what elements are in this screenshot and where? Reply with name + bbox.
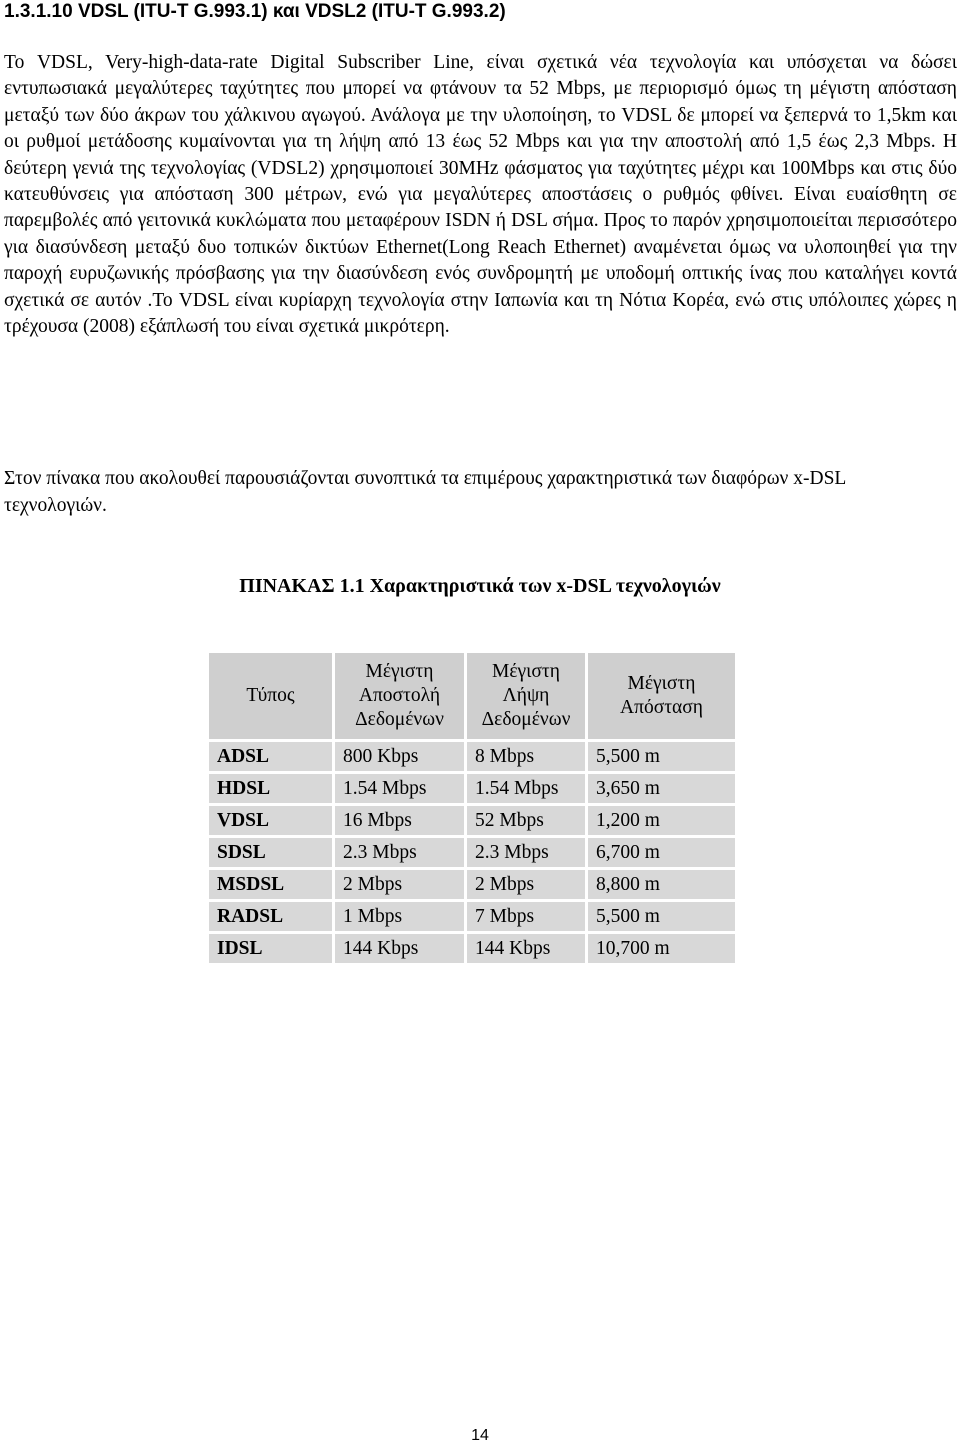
cell-max-upload: 144 Kbps (334, 933, 466, 965)
header-max-upload: Μέγιστη Αποστολή Δεδομένων (334, 652, 466, 741)
cell-max-download: 1.54 Mbps (466, 773, 587, 805)
cell-max-distance: 6,700 m (587, 837, 737, 869)
cell-type: HDSL (208, 773, 334, 805)
cell-max-distance: 5,500 m (587, 901, 737, 933)
table-row (208, 805, 737, 837)
cell-type: MSDSL (208, 869, 334, 901)
section-heading: 1.3.1.10 VDSL (ITU-T G.993.1) και VDSL2 (ITU-T G.993.2) (4, 1, 506, 22)
cell-max-distance: 10,700 m (587, 933, 737, 965)
cell-max-distance: 1,200 m (587, 805, 737, 837)
table-row (208, 933, 737, 965)
cell-type: SDSL (208, 837, 334, 869)
cell-max-distance: 8,800 m (587, 869, 737, 901)
header-max-distance: Μέγιστη Απόσταση (587, 652, 737, 741)
table-body (208, 741, 737, 965)
body-paragraph: Το VDSL, Very-high-data-rate Digital Subscriber Line, είναι σχετικά νέα τεχνολογία και υπόσχεται να δώσει εντυπωσιακά μεγαλύτερες ταχύτητες που μπορεί να φτάνουν τα 52 Mbps, με περιορισμό όμως τη μέγιστη απόσταση μεταξύ των δύο άκρων του χάλκινου αγωγού. Ανάλογα με την υλοποίηση, το VDSL δε μπορεί να ξεπερνά το 1,5km και οι ρυθμοί μετάδοσης κυμαίνονται για τη λήψη από 13 έως 52 Mbps και για την αποστολή από 1,5 έως 2,3 Mbps. Η δεύτερη γενιά της τεχνολογίας (VDSL2) χρησιμοποιεί 30MHz φάσματος για ταχύτητες μέχρι και 100Mbps και στις δύο κατευθύνσεις για απόσταση 300 μέτρων, ενώ για μεγαλύτερες αποστάσεις ο ρυθμός φθίνει. Είναι ευαίσθητη σε παρεμβολές από γειτονικά κυκλώματα που μεταφέρουν ISDN ή DSL σήμα. Προς το παρόν χρησιμοποιείται περισσότερο για διασύνδεση μεταξύ δυο τοπικών δικτύων Ethernet(Long Reach Ethernet) αναμένεται όμως να υλοποιηθεί για την παροχή ευρυζωνικής πρόσβασης για την διασύνδεση ενός συνδρομητή με υποδομή οπτικής ίνας που καταλήγει κοντά σχετικά σε αυτόν .Το VDSL είναι κυρίαρχη τεχνολογία στην Ιαπωνία και τη Νότια Κορέα, ενώ στις υπόλοιπες χώρες η τρέχουσα (2008) εξάπλωσή του είναι σχετικά μικρότερη. (4, 52, 957, 338)
cell-type: VDSL (208, 805, 334, 837)
table-row (208, 901, 737, 933)
cell-max-download: 2 Mbps (466, 869, 587, 901)
table-header-row (208, 652, 737, 741)
table-row (208, 837, 737, 869)
cell-max-upload: 2.3 Mbps (334, 837, 466, 869)
cell-max-distance: 5,500 m (587, 741, 737, 773)
table-intro-paragraph: Στον πίνακα που ακολουθεί παρουσιάζονται συνοπτικά τα επιμέρους χαρακτηριστικά των διαφόρων x-DSL τεχνολογιών. (4, 468, 846, 516)
header-max-download: Μέγιστη Λήψη Δεδομένων (466, 652, 587, 741)
cell-max-download: 52 Mbps (466, 805, 587, 837)
cell-type: ADSL (208, 741, 334, 773)
dsl-comparison-table (206, 650, 738, 966)
table-row (208, 741, 737, 773)
cell-max-download: 2.3 Mbps (466, 837, 587, 869)
table-row (208, 869, 737, 901)
cell-max-upload: 1.54 Mbps (334, 773, 466, 805)
cell-max-upload: 16 Mbps (334, 805, 466, 837)
cell-max-download: 8 Mbps (466, 741, 587, 773)
page-number: 14 (471, 1427, 489, 1444)
cell-max-upload: 2 Mbps (334, 869, 466, 901)
cell-max-download: 7 Mbps (466, 901, 587, 933)
cell-type: IDSL (208, 933, 334, 965)
cell-max-distance: 3,650 m (587, 773, 737, 805)
cell-max-upload: 1 Mbps (334, 901, 466, 933)
header-type: Τύπος (208, 652, 334, 741)
cell-max-upload: 800 Kbps (334, 741, 466, 773)
table-row (208, 773, 737, 805)
table-caption: ΠΙΝΑΚΑΣ 1.1 Χαρακτηριστικά των x-DSL τεχνολογιών (239, 575, 721, 597)
cell-max-download: 144 Kbps (466, 933, 587, 965)
cell-type: RADSL (208, 901, 334, 933)
